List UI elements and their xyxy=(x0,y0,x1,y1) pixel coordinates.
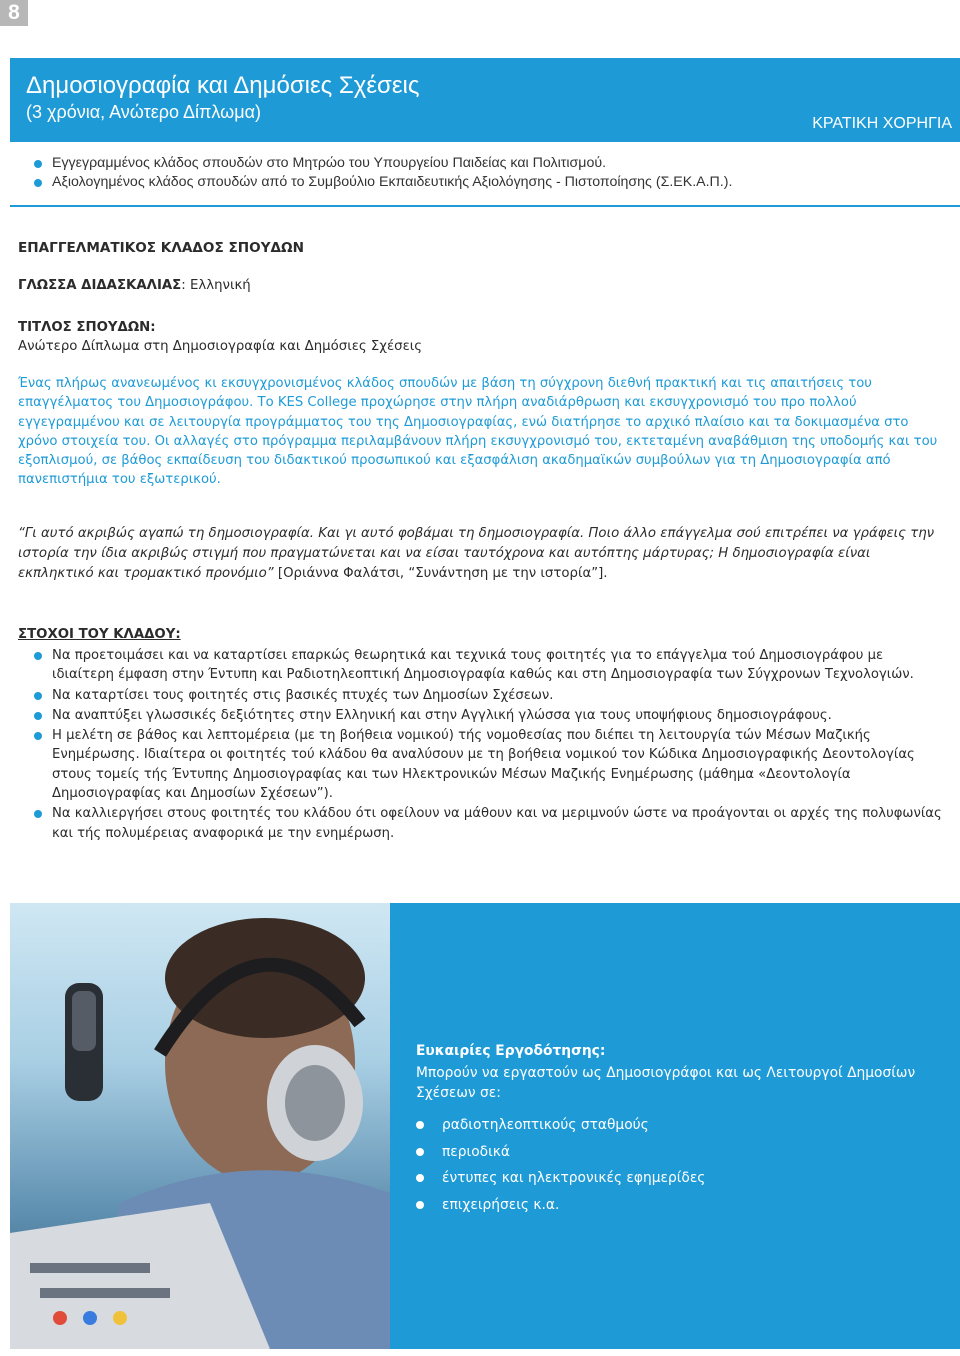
employment-intro: Μπορούν να εργαστούν ως Δημοσιογράφοι και ως Λειτουργοί Δημοσίων Σχέσεων σε: xyxy=(416,1065,916,1101)
divider xyxy=(10,205,960,207)
language-line xyxy=(18,276,948,295)
list-item: Αξιολογημένος κλάδος σπουδών από το Συμβούλιο Εκπαιδευτικής Αξιολόγησης - Πιστοποίησης (Σ.ΕΚ.Α.Π.). xyxy=(34,173,934,192)
bullet-icon xyxy=(34,179,42,187)
bullet-icon xyxy=(34,732,42,740)
list-item: Η μελέτη σε βάθος και λεπτομέρεια (με τη βοήθεια νομικού) τής νομοθεσίας που διέπει τη λειτουργία τών Μέσων Μαζικής Ενημέρωσης. Ιδιαίτερα οι φοιτητές τού κλάδου θα αναλύσουν με τη βοήθεια νομικού τον Κώδικα Δημοσιογραφικής Δεοντολογίας στους τομείς τής Έντυπης Δημοσιογραφίας και των Ηλεκτρονικών Μέσων Μαζικής Ενημέρωσης (μάθημα «Δεοντολογία Δημοσιογραφίας και Δημοσίων Σχέσεων”). xyxy=(34,726,946,803)
list-item: Να καλλιεργήσει στους φοιτητές του κλάδου ότι οφείλουν να μάθουν και να μεριμνούν ώστε να προάγονται οι αρχές της πολυφωνίας και τής πολυμέρειας αναφορικά με την ενημέρωση. xyxy=(34,804,946,843)
page-subtitle: (3 χρόνια, Ανώτερο Δίπλωμα) xyxy=(26,102,261,122)
goals-list xyxy=(34,646,946,844)
bullet-icon xyxy=(416,1121,424,1129)
employment-heading: Ευκαιρίες Εργοδότησης: xyxy=(416,1043,606,1059)
goals-heading: ΣΤΟΧΟΙ ΤΟΥ ΚΛΑΔΟΥ: xyxy=(18,627,181,642)
program-heading: ΕΠΑΓΓΕΛΜΑΤΙΚΟΣ ΚΛΑΔΟΣ ΣΠΟΥΔΩΝ xyxy=(18,240,304,256)
employment-list xyxy=(416,1115,705,1221)
radio-studio-photo xyxy=(10,903,390,1349)
list-item: ραδιοτηλεοπτικούς σταθμούς xyxy=(416,1115,705,1135)
list-item: Να καταρτίσει τους φοιτητές στις βασικές πτυχές των Δημοσίων Σχέσεων. xyxy=(34,686,946,705)
bullet-icon xyxy=(416,1201,424,1209)
page-title: Δημοσιογραφία και Δημόσιες Σχέσεις xyxy=(26,72,420,99)
quote-text: “Γι αυτό ακριβώς αγαπώ τη δημοσιογραφία. Και γι αυτό φοβάμαι τη δημοσιογραφία. Ποιο άλλο επάγγελμα σού επιτρέπει να γράφεις την ιστορία την ίδια ακριβώς στιγμή που πραγματώνεται και να είσαι ταυτόχρονα και αυτόπτης μάρτυρας; Η δημοσιογραφία είναι εκπληκτικό και τρομακτικό προνόμιο” xyxy=(18,526,935,581)
bullet-icon xyxy=(416,1148,424,1156)
bullet-icon xyxy=(34,160,42,168)
employment-panel xyxy=(390,903,960,1349)
degree-title-value: Ανώτερο Δίπλωμα στη Δημοσιογραφία και Δημόσιες Σχέσεις xyxy=(18,339,423,354)
bullet-icon xyxy=(34,692,42,700)
funding-label: ΚΡΑΤΙΚΗ ΧΟΡΗΓΙΑ xyxy=(812,115,952,132)
header-band xyxy=(10,58,960,142)
accreditation-list xyxy=(34,154,934,192)
page-number: 8 xyxy=(0,0,28,26)
bullet-icon xyxy=(416,1174,424,1182)
list-item: Να προετοιμάσει και να καταρτίσει επαρκώς θεωρητικά και τεχνικά τους φοιτητές για το επάγγελμα τού Δημοσιογράφου με ιδιαίτερη έμφαση στην Έντυπη και Ραδιοτηλεοπτική Δημοσιογραφία καθώς και στη Δημοσιογραφία των Σύγχρονων Τεχνολογιών. xyxy=(34,646,946,685)
list-item: περιοδικά xyxy=(416,1142,705,1162)
list-item: έντυπες και ηλεκτρονικές εφημερίδες xyxy=(416,1168,705,1188)
quote-paragraph xyxy=(18,524,948,584)
list-item: Να αναπτύξει γλωσσικές δεξιότητες στην Ελληνική και στην Αγγλική γλώσσα για τους υποψήφιους δημοσιογράφους. xyxy=(34,706,946,725)
bullet-icon xyxy=(34,652,42,660)
photo-illustration xyxy=(10,903,390,1349)
program-description: Ένας πλήρως ανανεωμένος κι εκσυγχρονισμένος κλάδος σπουδών με βάση τη σύγχρονη διεθνή πρακτική και τις απαιτήσεις του επαγγέλματος του Δημοσιογράφου. Το KES College προχώρησε στην πλήρη αναδιάρθρωση και εκσυγχρονισμό του προ πολλού εγγεγραμμένου και σε λειτουργία προγράμματος του της Δημοσιογραφίας, ενώ διατήρησε το αρχικό πλαίσιο και τα δοκιμασμένα στο χρόνο στοιχεία του. Οι αλλαγές στο πρόγραμμα περιλαμβάνουν πλήρη εκσυγχρονισμό του, εκτεταμένη αναβάθμιση της υποδομής και του εξοπλισμού, σε βάθος εκπαίδευση του διδακτικού προσωπικού και εξασφάλιση ακαδημαϊκών συμβούλων για τη Δημοσιογραφία από πανεπιστήμια του εξωτερικού. xyxy=(18,376,938,488)
bullet-icon xyxy=(34,810,42,818)
language-value: : Ελληνική xyxy=(181,278,251,293)
list-item: επιχειρήσεις κ.α. xyxy=(416,1195,705,1215)
list-item: Εγγεγραμμένος κλάδος σπουδών στο Μητρώο του Υπουργείου Παιδείας και Πολιτισμού. xyxy=(34,154,934,173)
quote-source: [Οριάννα Φαλάτσι, “Συνάντηση με την ιστορία”]. xyxy=(273,566,608,581)
degree-title-label: ΤΙΤΛΟΣ ΣΠΟΥΔΩΝ: xyxy=(18,320,156,335)
language-label: ΓΛΩΣΣΑ ΔΙΔΑΣΚΑΛΙΑΣ xyxy=(18,278,182,293)
bullet-icon xyxy=(34,712,42,720)
